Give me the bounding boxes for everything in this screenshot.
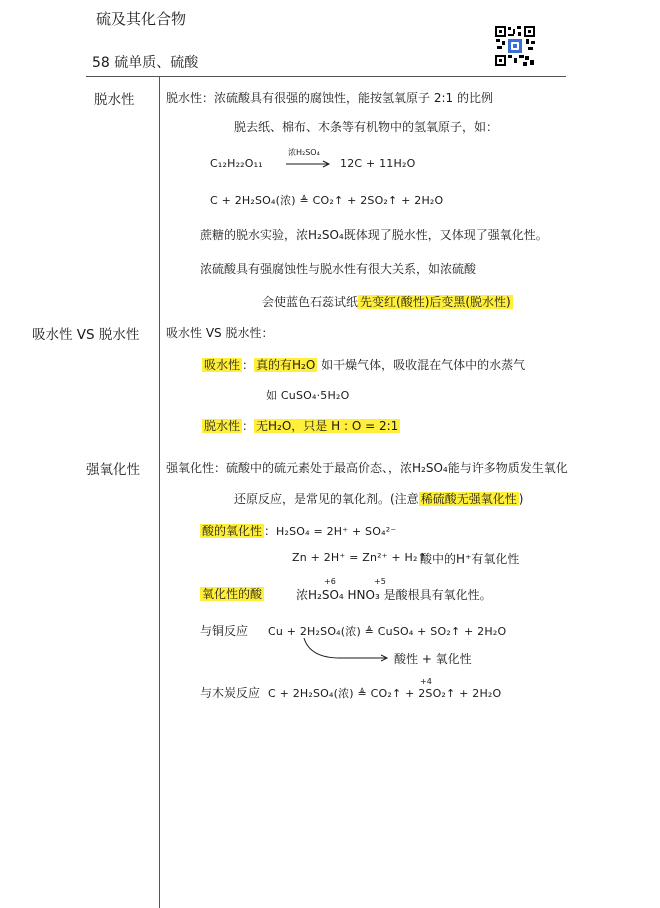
oxidizing-intro-2-suffix: ) <box>518 492 524 506</box>
absorb-example: 如 CuSO₄·5H₂O <box>266 389 350 402</box>
dehydrate-line: 脱水性 ： 无H₂O，只是 H : O = 2:1 <box>204 419 399 433</box>
copper-reaction-label: 与铜反应 <box>200 624 249 638</box>
note-3-prefix: 会使蓝色石蕊试纸 <box>262 295 359 309</box>
dehydration-note-1: 蔗糖的脱水实验，浓H₂SO₄既体现了脱水性，又体现了强氧化性。 <box>200 228 548 242</box>
nitrogen-valence: +5 <box>374 577 386 586</box>
oxidizing-acid-line <box>200 585 264 602</box>
absorb-highlight: 真的有H₂O <box>256 358 316 372</box>
side-label-oxidizing: 强氧化性 <box>86 462 140 478</box>
annotation-arrow-icon <box>300 636 392 664</box>
dehydrate-label: 脱水性 <box>204 419 241 433</box>
dehydration-intro-2: 脱去纸、棉布、木条等有机物中的氢氧原子，如： <box>234 120 499 134</box>
doc-title: 硫及其化合物 <box>96 10 187 28</box>
oxidizing-intro-2-prefix: 还原反应，是常见的氧化剂。(注意 <box>234 492 419 506</box>
acid-oxidation-line: 酸的氧化性 ：H₂SO₄ = 2H⁺ + SO₄²⁻ <box>202 524 397 538</box>
acid-equation-2: Zn + 2H⁺ = Zn²⁺ + H₂↑ <box>292 551 428 564</box>
side-label-dehydration: 脱水性 <box>94 92 135 108</box>
topic-title: 58 硫单质、硫酸 <box>92 55 199 71</box>
acid-equation-2-note: 酸中的H⁺有氧化性 <box>420 552 520 566</box>
sulfur-valence: +6 <box>324 577 336 586</box>
dehydration-note-3 <box>262 293 513 310</box>
oxidizing-acid-label: 氧化性的酸 <box>202 587 263 601</box>
equation-sucrose-condition: 浓H₂SO₄ <box>288 148 320 157</box>
note-3-highlight: 先变红(酸性)后变黑(脱水性) <box>360 295 511 309</box>
oxidizing-intro-1: 强氧化性：硫酸中的硫元素处于最高价态、，浓H₂SO₄能与许多物质发生氧化 <box>166 461 568 475</box>
absorb-text: 如干燥气体，吸收混在气体中的水蒸气 <box>321 358 526 372</box>
divider-vertical <box>159 76 160 908</box>
dehydration-note-2: 浓硫酸具有强腐蚀性与脱水性有很大关系，如浓硫酸 <box>200 262 477 276</box>
acid-oxidation-label: 酸的氧化性 <box>202 524 263 538</box>
absorb-line: 吸水性 ： 真的有H₂O 如干燥气体，吸收混在气体中的水蒸气 <box>204 358 526 372</box>
absorb-label: 吸水性 <box>204 358 241 372</box>
divider-horizontal <box>86 76 566 77</box>
dehydration-intro-1: 脱水性：浓硫酸具有很强的腐蚀性，能按氢氧原子 2:1 的比例 <box>166 91 493 105</box>
side-label-absorb-vs-dehydrate: 吸水性 VS 脱水性 <box>32 327 140 343</box>
reaction-arrow-icon <box>286 160 332 168</box>
oxidizing-intro-2-highlight: 稀硫酸无强氧化性 <box>420 492 517 506</box>
carbon-reaction-equation: C + 2H₂SO₄(浓) ≜ CO₂↑ + 2SO₂↑ + 2H₂O <box>268 687 502 700</box>
absorb-vs-dehydrate-heading: 吸水性 VS 脱水性： <box>166 326 274 340</box>
equation-sucrose-left: C₁₂H₂₂O₁₁ <box>210 157 263 170</box>
dehydrate-highlight: 无H₂O，只是 H : O = 2:1 <box>256 419 399 433</box>
copper-reaction-equation: Cu + 2H₂SO₄(浓) ≜ CuSO₄ + SO₂↑ + 2H₂O <box>268 625 507 638</box>
acid-equation-1: H₂SO₄ = 2H⁺ + SO₄²⁻ <box>276 525 397 538</box>
oxidizing-acid-text: 浓H₂SO₄ HNO₃ 是酸根具有氧化性。 <box>296 588 492 602</box>
carbon-reaction-label: 与木炭反应 <box>200 686 261 700</box>
equation-sucrose-right: 12C + 11H₂O <box>340 157 416 170</box>
qr-code-icon[interactable] <box>494 25 536 67</box>
copper-reaction-annotation: 酸性 + 氧化性 <box>394 652 472 666</box>
carbon-valence: +4 <box>420 677 432 686</box>
equation-carbon-1: C + 2H₂SO₄(浓) ≜ CO₂↑ + 2SO₂↑ + 2H₂O <box>210 194 444 207</box>
oxidizing-intro-2 <box>234 490 523 507</box>
